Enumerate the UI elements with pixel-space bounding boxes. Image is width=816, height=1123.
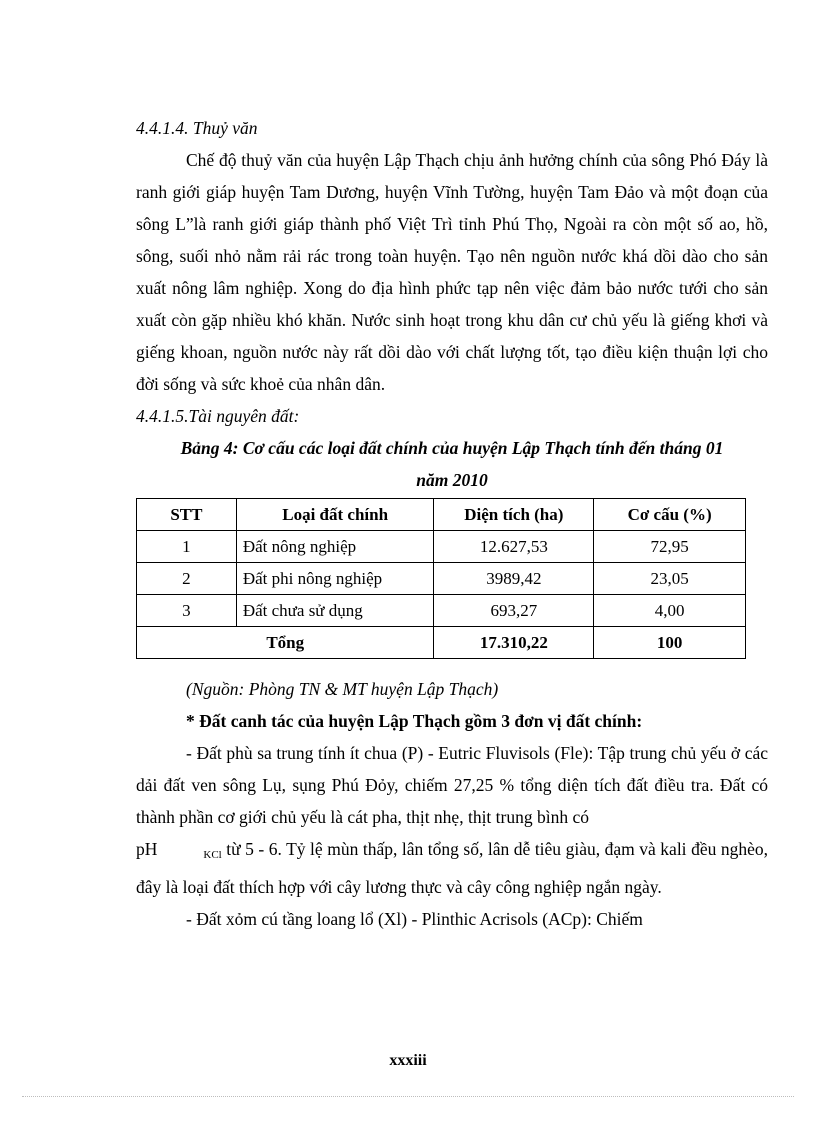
table-header-row	[137, 499, 746, 531]
table-source: (Nguồn: Phòng TN & MT huyện Lập Thạch)	[186, 679, 499, 699]
cell-share: 23,05	[594, 563, 746, 595]
page-number: xxxiii	[389, 1052, 427, 1069]
total-area: 17.310,22	[434, 627, 594, 659]
table-caption-line2: năm 2010	[416, 470, 488, 490]
section-heading-land-resources: 4.4.1.5.Tài nguyên đất:	[136, 406, 300, 426]
cell-area: 3989,42	[434, 563, 594, 595]
table-total-row	[137, 627, 746, 659]
table-caption-line1: Bảng 4: Cơ cấu các loại đất chính của huyện Lập Thạch tính đến tháng 01	[180, 438, 724, 458]
kcl-subscript: KCl	[203, 849, 222, 861]
soil-units-heading: * Đất canh tác của huyện Lập Thạch gồm 3 đơn vị đất chính:	[186, 711, 643, 731]
header-stt: STT	[137, 499, 237, 531]
cell-land-type: Đất chưa sử dụng	[236, 595, 434, 627]
land-structure-table	[136, 498, 746, 659]
ph-label: pH	[136, 839, 158, 859]
cell-share: 72,95	[594, 531, 746, 563]
total-label: Tổng	[137, 627, 434, 659]
header-area: Diện tích (ha)	[434, 499, 594, 531]
table-row	[137, 531, 746, 563]
cell-area: 12.627,53	[434, 531, 594, 563]
section-heading-hydrology: 4.4.1.4. Thuỷ văn	[136, 118, 258, 138]
cell-share: 4,00	[594, 595, 746, 627]
header-share: Cơ cấu (%)	[594, 499, 746, 531]
table-caption	[136, 432, 768, 496]
soil-paragraph-fluvisols	[136, 737, 768, 903]
fluvisols-text-part2: từ 5 - 6. Tỷ lệ mùn thấp, lân tổng số, lân dễ tiêu giàu, đạm và kali đều nghèo, đây là loại đất thích hợp với cây lương thực và cây công nghiệp ngắn ngày.	[136, 839, 768, 897]
fluvisols-text-part1: - Đất phù sa trung tính ít chua (P) - Eutric Fluvisols (Fle): Tập trung chủ yếu ở các dải đất ven sông Lụ, sụng Phú Đỏy, chiếm 27,25 % tổng diện tích đất điều tra. Đất có thành phần cơ giới chủ yếu là cát pha, thịt nhẹ, thịt trung bình có	[136, 743, 768, 827]
table-row	[137, 563, 746, 595]
cell-stt: 2	[137, 563, 237, 595]
soil-paragraph-acrisols: - Đất xỏm cú tầng loang lổ (Xl) - Plinthic Acrisols (ACp): Chiếm	[186, 909, 643, 929]
total-share: 100	[594, 627, 746, 659]
cell-stt: 1	[137, 531, 237, 563]
table-row	[137, 595, 746, 627]
header-land-type: Loại đất chính	[236, 499, 434, 531]
cell-land-type: Đất nông nghiệp	[236, 531, 434, 563]
cell-stt: 3	[137, 595, 237, 627]
page-footer-divider	[22, 1096, 794, 1097]
page-content	[136, 112, 768, 935]
cell-land-type: Đất phi nông nghiệp	[236, 563, 434, 595]
cell-area: 693,27	[434, 595, 594, 627]
hydrology-paragraph: Chế độ thuỷ văn của huyện Lập Thạch chịu ảnh hưởng chính của sông Phó Đáy là ranh giới giáp huyện Tam Dương, huyện Vĩnh Tường, huyện Tam Đảo và một đoạn của sông L”là ranh giới giáp thành phố Việt Trì tỉnh Phú Thọ, Ngoài ra còn một số ao, hồ, sông, suối nhỏ nằm rải rác trong toàn huyện. Tạo nên nguồn nước khá dồi dào cho sản xuất nông lâm nghiệp. Xong do địa hình phức tạp nên việc đảm bảo nước tưới cho sản xuất còn gặp nhiều khó khăn. Nước sinh hoạt trong khu dân cư chủ yếu là giếng khơi và giếng khoan, nguồn nước này rất dồi dào với chất lượng tốt, tạo điều kiện thuận lợi cho đời sống và sức khoẻ của nhân dân.	[136, 150, 768, 394]
